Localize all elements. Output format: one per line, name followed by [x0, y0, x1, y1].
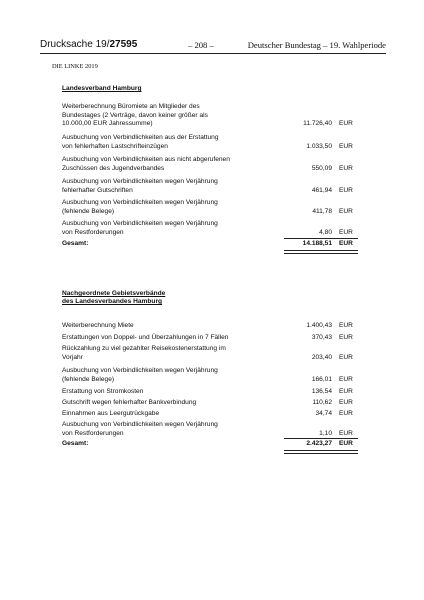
- total-row: [62, 240, 358, 249]
- row-amount: 1,10: [319, 430, 332, 438]
- row-label: Ausbuchung von Verbindlichkeiten aus der Erstattung von fehlerhaften Lastschrifteinzügen: [62, 134, 219, 150]
- total-label: Gesamt:: [62, 240, 89, 247]
- row-currency: EUR: [339, 399, 353, 407]
- row-label: Ausbuchung von Verbindlichkeiten wegen Verjährung (fehlende Belege): [62, 367, 218, 383]
- row-currency: EUR: [339, 334, 353, 342]
- total-amount: 14.188,51: [302, 240, 332, 248]
- table-row: [62, 103, 358, 129]
- header-rule: [40, 53, 386, 54]
- doc-number: 27595: [109, 39, 138, 50]
- table-row: [62, 199, 358, 217]
- row-currency: EUR: [339, 165, 353, 173]
- doc-label: Drucksache: [40, 39, 93, 50]
- total-currency: EUR: [339, 440, 353, 448]
- row-currency: EUR: [339, 376, 353, 384]
- row-label: Ausbuchung von Verbindlichkeiten wegen Verjährung von Restforderungen: [62, 421, 218, 437]
- row-amount: 11.726,40: [303, 120, 332, 128]
- row-amount: 136,54: [311, 388, 332, 396]
- table-row: [62, 345, 358, 363]
- subtotal-rule: [284, 238, 358, 239]
- row-amount: 461,94: [311, 187, 332, 195]
- row-amount: 1.400,43: [306, 322, 332, 330]
- total-double-rule: [284, 250, 358, 254]
- doc-number-prefix: 19/: [95, 39, 110, 50]
- table-row: [62, 220, 358, 238]
- section2-title-line1: Nachgeordnete Gebietsverbände: [62, 290, 166, 297]
- row-label: Erstattung von Stromkosten: [62, 388, 144, 395]
- subtotal-rule: [284, 438, 358, 439]
- row-label: Rückzahlung zu viel gezahlter Reisekostenerstattung im Vorjahr: [62, 345, 226, 361]
- row-amount: 1.033,50: [306, 143, 332, 151]
- row-currency: EUR: [339, 388, 353, 396]
- party-year: DIE LINKE 2019: [52, 63, 98, 70]
- row-currency: EUR: [339, 430, 353, 438]
- row-currency: EUR: [339, 410, 353, 418]
- row-currency: EUR: [339, 208, 353, 216]
- parliament-label: Deutscher Bundestag – 19. Wahlperiode: [247, 40, 386, 50]
- table-row: [62, 367, 358, 385]
- page-header: [40, 39, 386, 51]
- row-amount: 411,78: [312, 208, 332, 216]
- row-label: Weiterberechnung Büromiete an Mitglieder des Bundestages (2 Verträge, davon keiner größer als 10.000,00 EUR Jahressumme): [62, 103, 208, 128]
- row-amount: 550,09: [311, 165, 332, 173]
- row-amount: 34,74: [315, 410, 332, 418]
- row-amount: 4,80: [319, 229, 332, 237]
- row-currency: EUR: [339, 229, 353, 237]
- row-amount: 203,40: [311, 354, 332, 362]
- page-number: – 208 –: [188, 40, 214, 50]
- total-row: [62, 440, 358, 449]
- row-label: Ausbuchung von Verbindlichkeiten aus nicht abgerufenen Zuschüssen des Jugendverbandes: [62, 156, 230, 172]
- section2-title: [62, 290, 165, 307]
- row-label: Ausbuchung von Verbindlichkeiten wegen Verjährung von Restforderungen: [62, 220, 218, 236]
- section2-title-line2: des Landesverbandes Hamburg: [62, 298, 163, 306]
- row-label: Weiterberechnung Miete: [62, 322, 134, 329]
- table-row: [62, 421, 358, 439]
- table-row: [62, 156, 358, 174]
- row-amount: 370,43: [311, 334, 332, 342]
- table-row: [62, 334, 358, 343]
- table-row: [62, 322, 358, 331]
- table-row: [62, 399, 358, 408]
- table-row: [62, 410, 358, 419]
- row-currency: EUR: [339, 322, 353, 330]
- row-label: Einnahmen aus Leergutrückgabe: [62, 410, 160, 417]
- row-label: Gutschrift wegen fehlerhafter Bankverbindung: [62, 399, 197, 406]
- row-currency: EUR: [339, 143, 353, 151]
- row-currency: EUR: [339, 120, 353, 128]
- row-currency: EUR: [339, 187, 353, 195]
- row-currency: EUR: [339, 354, 353, 362]
- section1-title: Landesverband Hamburg: [62, 85, 142, 92]
- row-label: Ausbuchung von Verbindlichkeiten wegen Verjährung fehlerhafter Gutschriften: [62, 178, 218, 194]
- total-double-rule: [284, 450, 358, 454]
- total-label: Gesamt:: [62, 440, 89, 447]
- table-row: [62, 178, 358, 196]
- row-label: Ausbuchung von Verbindlichkeiten wegen Verjährung (fehlende Belege): [62, 199, 218, 215]
- table-row: [62, 388, 358, 397]
- row-amount: 166,01: [311, 376, 332, 384]
- total-amount: 2.423,27: [306, 440, 332, 448]
- row-amount: 110,62: [312, 399, 332, 407]
- document-number: [40, 39, 137, 50]
- total-currency: EUR: [339, 240, 353, 248]
- row-label: Erstattungen von Doppel- und Überzahlungen in 7 Fällen: [62, 334, 229, 341]
- table-row: [62, 134, 358, 152]
